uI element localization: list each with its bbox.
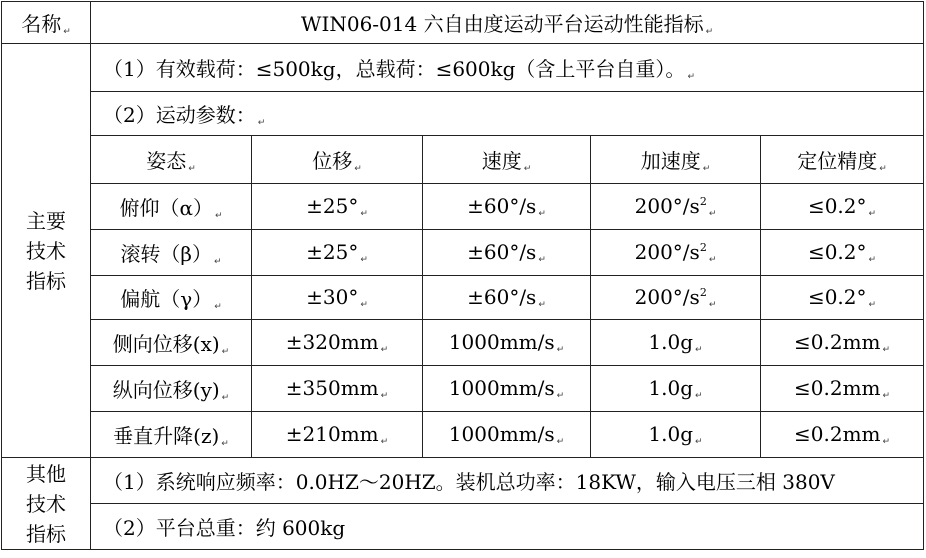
column-header-acceleration: 加速度 ↵	[591, 136, 761, 184]
column-header-posture: 姿态 ↵	[91, 136, 252, 184]
table-row	[2, 320, 924, 366]
acceleration-cell: $200^\circ/s^2↵$	[591, 276, 761, 320]
posture-cell: 垂直升降(z) ↵	[91, 412, 252, 458]
platform-weight-text: （2）平台总重：约 600kg	[103, 516, 346, 540]
spec-table	[1, 1, 924, 550]
speed-cell: ±60°/s ↵	[423, 184, 591, 230]
acceleration-cell: $200^\circ/s^2↵$	[591, 230, 761, 276]
table-row	[2, 230, 924, 276]
name-label: 名称	[21, 12, 62, 36]
table-row	[2, 366, 924, 412]
paragraph-mark: ↵	[687, 72, 695, 82]
posture-cell: 侧向位移(x) ↵	[91, 320, 252, 366]
speed-cell: ±60°/s ↵	[423, 276, 591, 320]
displacement-cell: ±25° ↵	[252, 230, 423, 276]
column-header-accuracy: 定位精度 ↵	[761, 136, 924, 184]
product-title-cell	[91, 2, 924, 44]
system-response-text: （1）系统响应频率：0.0HZ～20HZ。装机总功率：18KW，输入电压三相 380V	[103, 470, 835, 494]
paragraph-mark: ↵	[705, 27, 714, 37]
accuracy-cell: ≤0.2° ↵	[761, 276, 924, 320]
acceleration-cell: 1.0g ↵	[591, 366, 761, 412]
accuracy-cell: ≤0.2mm ↵	[761, 366, 924, 412]
table-row	[2, 276, 924, 320]
motion-params-row	[2, 92, 924, 136]
posture-cell: 滚转（β） ↵	[91, 230, 252, 276]
accuracy-cell: ≤0.2° ↵	[761, 230, 924, 276]
speed-cell: ±60°/s ↵	[423, 230, 591, 276]
product-title: WIN06-014 六自由度运动平台运动性能指标	[300, 12, 704, 36]
table-row	[2, 184, 924, 230]
displacement-cell: ±320mm ↵	[252, 320, 423, 366]
displacement-cell: ±210mm ↵	[252, 412, 423, 458]
column-header-row	[2, 136, 924, 184]
other-specs-row-2	[2, 504, 924, 550]
paragraph-mark: ↵	[257, 118, 266, 128]
acceleration-cell: 1.0g ↵	[591, 412, 761, 458]
other-specs-row-1	[2, 458, 924, 504]
displacement-cell: ±25° ↵	[252, 184, 423, 230]
name-label-cell	[2, 2, 91, 44]
payload-row	[2, 44, 924, 92]
payload-cell	[91, 44, 924, 92]
column-header-displacement: 位移 ↵	[252, 136, 423, 184]
posture-cell: 偏航（γ） ↵	[91, 276, 252, 320]
platform-weight-cell	[91, 504, 924, 550]
posture-cell: 纵向位移(y) ↵	[91, 366, 252, 412]
system-response-cell	[91, 458, 924, 504]
other-specs-section-label: 其他 技术 指标	[2, 458, 91, 550]
speed-cell: 1000mm/s ↵	[423, 412, 591, 458]
posture-cell: 俯仰（α） ↵	[91, 184, 252, 230]
motion-params-label: （2）运动参数：	[103, 103, 256, 127]
accuracy-cell: ≤0.2° ↵	[761, 184, 924, 230]
displacement-cell: ±30° ↵	[252, 276, 423, 320]
displacement-cell: ±350mm ↵	[252, 366, 423, 412]
speed-cell: 1000mm/s ↵	[423, 366, 591, 412]
acceleration-cell: $200^\circ/s^2↵$	[591, 184, 761, 230]
motion-params-cell	[91, 92, 924, 136]
payload-text: （1）有效载荷：≤500kg，总载荷：≤600kg（含上平台自重）。	[103, 57, 686, 81]
header-row	[2, 2, 924, 44]
paragraph-mark: ↵	[63, 27, 71, 37]
acceleration-cell: 1.0g ↵	[591, 320, 761, 366]
accuracy-cell: ≤0.2mm ↵	[761, 320, 924, 366]
column-header-speed: 速度 ↵	[423, 136, 591, 184]
accuracy-cell: ≤0.2mm ↵	[761, 412, 924, 458]
main-specs-section-label: 主要 技术 指标	[2, 44, 91, 458]
speed-cell: 1000mm/s ↵	[423, 320, 591, 366]
table-row	[2, 412, 924, 458]
